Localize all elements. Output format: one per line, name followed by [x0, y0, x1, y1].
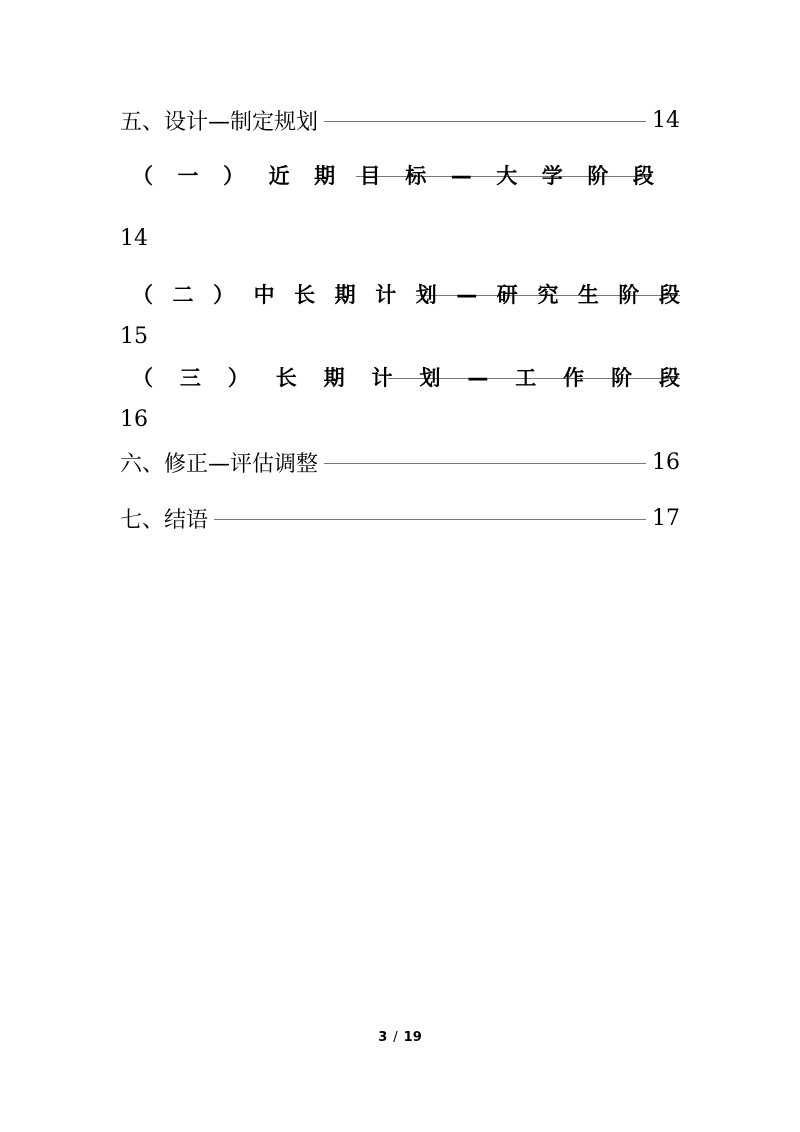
- toc-sub-entry-3[interactable]: [120, 360, 680, 396]
- title-char: —: [467, 366, 489, 390]
- title-char: 近: [268, 164, 290, 188]
- toc-entry-title: 七、结语: [120, 507, 209, 533]
- toc-leader-line: [214, 519, 646, 520]
- toc-entry-page: 14: [652, 107, 680, 133]
- toc-sub-entry-2[interactable]: [120, 277, 680, 313]
- title-char: 段: [632, 164, 654, 188]
- toc-entry-page: 17: [652, 505, 680, 531]
- toc-entry-title: 五、设计—制定规划: [120, 109, 319, 135]
- toc-sub-title: [120, 277, 680, 313]
- title-char: 段: [658, 283, 680, 307]
- title-char: 段: [658, 366, 680, 390]
- title-char: 期: [323, 366, 345, 390]
- title-char: 生: [577, 283, 599, 307]
- toc-entry-7[interactable]: [120, 500, 680, 536]
- title-char: （: [132, 164, 153, 188]
- total-page-count: 19: [403, 1030, 422, 1045]
- page-number-footer: [0, 1030, 800, 1045]
- title-char: 工: [515, 366, 537, 390]
- toc-entry-6[interactable]: [120, 444, 680, 480]
- title-char: （: [132, 283, 153, 307]
- title-char: 划: [415, 283, 437, 307]
- title-char: 阶: [618, 283, 640, 307]
- toc-sub-entry-3-page[interactable]: 16: [120, 407, 148, 432]
- title-char: 期: [334, 283, 356, 307]
- title-char: 二: [172, 283, 194, 307]
- title-char: 作: [563, 366, 585, 390]
- title-char: ）: [223, 164, 245, 188]
- title-char: 目: [359, 164, 381, 188]
- title-char: 计: [371, 366, 393, 390]
- title-char: 期: [314, 164, 336, 188]
- current-page-number: 3: [378, 1030, 388, 1045]
- title-char: 长: [275, 366, 297, 390]
- title-char: 阶: [611, 366, 633, 390]
- title-char: 计: [375, 283, 397, 307]
- title-char: 究: [537, 283, 559, 307]
- title-char: 阶: [587, 164, 609, 188]
- toc-entry-title: 六、修正—评估调整: [120, 451, 319, 477]
- toc-leader-line: [324, 121, 646, 122]
- title-char: （: [132, 366, 153, 390]
- toc-sub-entry-1[interactable]: [120, 158, 680, 194]
- title-char: 三: [179, 366, 201, 390]
- toc-sub-entry-1-page[interactable]: 14: [120, 226, 148, 251]
- title-char: 中: [253, 283, 275, 307]
- toc-entry-5[interactable]: [120, 102, 680, 138]
- title-char: 学: [541, 164, 563, 188]
- toc-entry-page: 16: [652, 449, 680, 475]
- title-char: 一: [177, 164, 199, 188]
- title-char: 研: [496, 283, 518, 307]
- title-char: ）: [227, 366, 249, 390]
- toc-sub-title: [120, 158, 654, 194]
- toc-sub-entry-2-page[interactable]: 15: [120, 324, 148, 349]
- toc-sub-title: [120, 360, 680, 396]
- page-separator: /: [393, 1030, 398, 1045]
- title-char: ）: [213, 283, 235, 307]
- title-char: 标: [405, 164, 427, 188]
- toc-leader-line: [324, 463, 646, 464]
- title-char: 划: [419, 366, 441, 390]
- title-char: —: [450, 164, 472, 188]
- title-char: 长: [294, 283, 316, 307]
- title-char: —: [456, 283, 478, 307]
- title-char: 大: [496, 164, 518, 188]
